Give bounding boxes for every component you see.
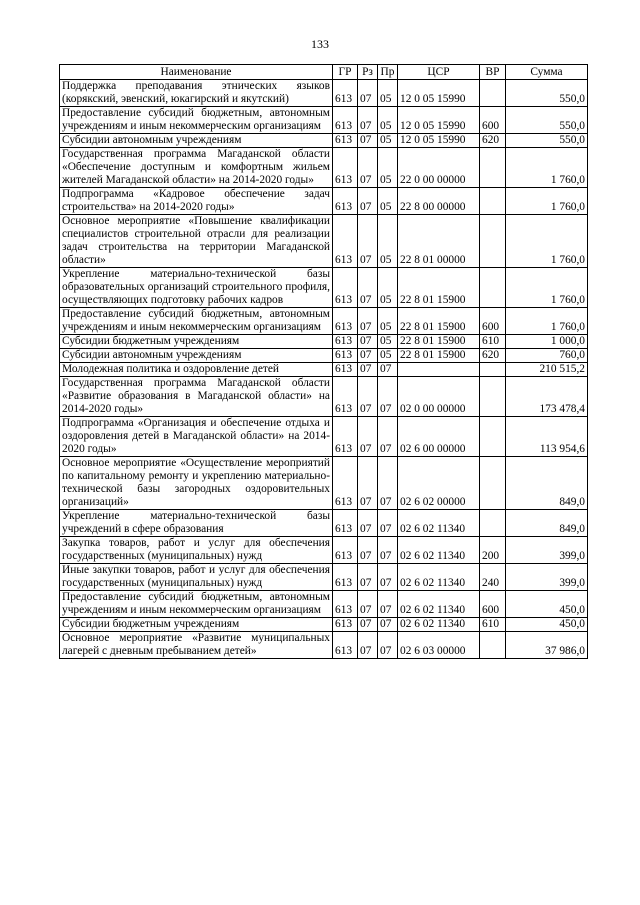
- header-rz: Рз: [358, 65, 378, 80]
- cell-pr: 05: [378, 335, 398, 349]
- cell-rz: 07: [358, 148, 378, 188]
- cell-csr: 22 8 01 15900: [398, 308, 480, 335]
- table-row: [60, 457, 588, 510]
- header-sum: Сумма: [506, 65, 588, 80]
- cell-sum: 450,0: [506, 618, 588, 632]
- cell-gr: 613: [333, 107, 358, 134]
- cell-csr: 02 6 03 00000: [398, 632, 480, 659]
- cell-gr: 613: [333, 215, 358, 268]
- cell-vr: [480, 510, 506, 537]
- cell-rz: 07: [358, 107, 378, 134]
- cell-name: Предоставление субсидий бюджетным, автономным учреждениям и иным некоммерческим организациям: [60, 107, 333, 134]
- cell-sum: 37 986,0: [506, 632, 588, 659]
- table-body: [60, 80, 588, 659]
- cell-pr: 05: [378, 308, 398, 335]
- table-row: [60, 268, 588, 308]
- cell-csr: 22 8 01 15900: [398, 335, 480, 349]
- page-number: 133: [311, 37, 329, 51]
- header-name: Наименование: [60, 65, 333, 80]
- table-row: [60, 308, 588, 335]
- cell-rz: 07: [358, 632, 378, 659]
- cell-name: Иные закупки товаров, работ и услуг для обеспечения государственных (муниципальных) нужд: [60, 564, 333, 591]
- cell-csr: 02 6 02 11340: [398, 564, 480, 591]
- cell-vr: 620: [480, 134, 506, 148]
- cell-rz: 07: [358, 457, 378, 510]
- cell-vr: 200: [480, 537, 506, 564]
- cell-gr: 613: [333, 618, 358, 632]
- cell-vr: [480, 268, 506, 308]
- cell-pr: 07: [378, 564, 398, 591]
- cell-gr: 613: [333, 457, 358, 510]
- cell-vr: [480, 215, 506, 268]
- cell-rz: 07: [358, 417, 378, 457]
- cell-csr: 02 6 02 11340: [398, 510, 480, 537]
- table-row: [60, 591, 588, 618]
- cell-pr: 05: [378, 134, 398, 148]
- cell-sum: 1 760,0: [506, 148, 588, 188]
- cell-vr: [480, 80, 506, 107]
- cell-sum: 550,0: [506, 134, 588, 148]
- cell-csr: 22 8 01 15900: [398, 349, 480, 363]
- cell-sum: 113 954,6: [506, 417, 588, 457]
- cell-name: Субсидии автономным учреждениям: [60, 349, 333, 363]
- cell-name: Предоставление субсидий бюджетным, автономным учреждениям и иным некоммерческим организациям: [60, 591, 333, 618]
- cell-name: Молодежная политика и оздоровление детей: [60, 363, 333, 377]
- cell-name: Государственная программа Магаданской области «Развитие образования в Магаданской области» на 2014-2020 годы»: [60, 377, 333, 417]
- budget-table: [59, 64, 588, 659]
- table-row: [60, 564, 588, 591]
- cell-sum: 1 000,0: [506, 335, 588, 349]
- cell-vr: 240: [480, 564, 506, 591]
- cell-name: Поддержка преподавания этнических языков (корякский, эвенский, юкагирский и якутский): [60, 80, 333, 107]
- table-row: [60, 417, 588, 457]
- header-gr: ГР: [333, 65, 358, 80]
- cell-gr: 613: [333, 268, 358, 308]
- table-row: [60, 618, 588, 632]
- cell-name: Закупка товаров, работ и услуг для обеспечения государственных (муниципальных) нужд: [60, 537, 333, 564]
- cell-name: Подпрограмма «Организация и обеспечение отдыха и оздоровления детей в Магаданской области» на 2014-2020 годы»: [60, 417, 333, 457]
- cell-pr: 07: [378, 457, 398, 510]
- cell-gr: 613: [333, 308, 358, 335]
- cell-sum: 173 478,4: [506, 377, 588, 417]
- cell-vr: [480, 148, 506, 188]
- cell-rz: 07: [358, 349, 378, 363]
- cell-rz: 07: [358, 618, 378, 632]
- cell-sum: 1 760,0: [506, 308, 588, 335]
- cell-name: Подпрограмма «Кадровое обеспечение задач строительства» на 2014-2020 годы»: [60, 188, 333, 215]
- cell-rz: 07: [358, 510, 378, 537]
- cell-csr: 12 0 05 15990: [398, 107, 480, 134]
- cell-name: Основное мероприятие «Повышение квалификации специалистов строительной отрасли для реализации задач строительства на территории Магаданской области»: [60, 215, 333, 268]
- cell-gr: 613: [333, 564, 358, 591]
- table-row: [60, 148, 588, 188]
- cell-gr: 613: [333, 349, 358, 363]
- cell-gr: 613: [333, 148, 358, 188]
- cell-pr: 05: [378, 188, 398, 215]
- cell-csr: [398, 363, 480, 377]
- cell-sum: 1 760,0: [506, 188, 588, 215]
- cell-pr: 07: [378, 618, 398, 632]
- cell-gr: 613: [333, 80, 358, 107]
- cell-csr: 22 8 01 00000: [398, 215, 480, 268]
- cell-rz: 07: [358, 363, 378, 377]
- cell-pr: 07: [378, 632, 398, 659]
- cell-vr: 600: [480, 308, 506, 335]
- cell-sum: 210 515,2: [506, 363, 588, 377]
- cell-pr: 07: [378, 417, 398, 457]
- cell-csr: 02 6 02 11340: [398, 591, 480, 618]
- cell-rz: 07: [358, 537, 378, 564]
- cell-gr: 613: [333, 417, 358, 457]
- table-row: [60, 377, 588, 417]
- cell-sum: 849,0: [506, 457, 588, 510]
- table-row: [60, 188, 588, 215]
- table-row: [60, 537, 588, 564]
- table-row: [60, 134, 588, 148]
- cell-pr: 07: [378, 510, 398, 537]
- cell-csr: 22 8 00 00000: [398, 188, 480, 215]
- cell-pr: 05: [378, 80, 398, 107]
- cell-pr: 07: [378, 537, 398, 564]
- cell-pr: 07: [378, 377, 398, 417]
- header-csr: ЦСР: [398, 65, 480, 80]
- cell-gr: 613: [333, 510, 358, 537]
- cell-sum: 1 760,0: [506, 215, 588, 268]
- cell-vr: 600: [480, 591, 506, 618]
- cell-vr: [480, 188, 506, 215]
- cell-gr: 613: [333, 591, 358, 618]
- table-row: [60, 510, 588, 537]
- cell-pr: 05: [378, 268, 398, 308]
- table-row: [60, 80, 588, 107]
- cell-sum: 399,0: [506, 537, 588, 564]
- cell-csr: 02 6 02 00000: [398, 457, 480, 510]
- cell-name: Субсидии бюджетным учреждениям: [60, 335, 333, 349]
- table-row: [60, 107, 588, 134]
- cell-vr: 620: [480, 349, 506, 363]
- cell-vr: [480, 632, 506, 659]
- cell-vr: 610: [480, 335, 506, 349]
- cell-pr: 05: [378, 349, 398, 363]
- table-row: [60, 335, 588, 349]
- cell-sum: 399,0: [506, 564, 588, 591]
- cell-name: Укрепление материально-технической базы учреждений в сфере образования: [60, 510, 333, 537]
- cell-csr: 22 0 00 00000: [398, 148, 480, 188]
- cell-csr: 02 0 00 00000: [398, 377, 480, 417]
- cell-vr: [480, 457, 506, 510]
- cell-gr: 613: [333, 188, 358, 215]
- cell-rz: 07: [358, 564, 378, 591]
- cell-csr: 02 6 02 11340: [398, 618, 480, 632]
- cell-pr: 05: [378, 107, 398, 134]
- cell-pr: 05: [378, 148, 398, 188]
- cell-sum: 1 760,0: [506, 268, 588, 308]
- cell-gr: 613: [333, 134, 358, 148]
- table-row: [60, 349, 588, 363]
- cell-rz: 07: [358, 134, 378, 148]
- cell-rz: 07: [358, 335, 378, 349]
- cell-rz: 07: [358, 215, 378, 268]
- cell-gr: 613: [333, 377, 358, 417]
- header-vr: ВР: [480, 65, 506, 80]
- cell-pr: 07: [378, 591, 398, 618]
- cell-vr: [480, 417, 506, 457]
- cell-vr: [480, 363, 506, 377]
- cell-csr: 12 0 05 15990: [398, 134, 480, 148]
- cell-gr: 613: [333, 537, 358, 564]
- cell-pr: 05: [378, 215, 398, 268]
- cell-vr: 600: [480, 107, 506, 134]
- header-pr: Пр: [378, 65, 398, 80]
- cell-gr: 613: [333, 363, 358, 377]
- cell-name: Основное мероприятие «Развитие муниципальных лагерей с дневным пребыванием детей»: [60, 632, 333, 659]
- cell-csr: 02 6 02 11340: [398, 537, 480, 564]
- cell-rz: 07: [358, 591, 378, 618]
- cell-rz: 07: [358, 377, 378, 417]
- cell-sum: 849,0: [506, 510, 588, 537]
- header-row: [60, 65, 588, 80]
- cell-vr: 610: [480, 618, 506, 632]
- table-row: [60, 632, 588, 659]
- cell-name: Предоставление субсидий бюджетным, автономным учреждениям и иным некоммерческим организациям: [60, 308, 333, 335]
- cell-rz: 07: [358, 80, 378, 107]
- cell-csr: 02 6 00 00000: [398, 417, 480, 457]
- cell-name: Укрепление материально-технической базы образовательных организаций строительного профиля, осуществляющих подготовку рабочих кадров: [60, 268, 333, 308]
- cell-sum: 550,0: [506, 107, 588, 134]
- table-row: [60, 215, 588, 268]
- cell-rz: 07: [358, 308, 378, 335]
- cell-sum: 550,0: [506, 80, 588, 107]
- cell-gr: 613: [333, 632, 358, 659]
- cell-rz: 07: [358, 188, 378, 215]
- cell-vr: [480, 377, 506, 417]
- cell-sum: 760,0: [506, 349, 588, 363]
- cell-sum: 450,0: [506, 591, 588, 618]
- cell-name: Субсидии бюджетным учреждениям: [60, 618, 333, 632]
- cell-name: Государственная программа Магаданской области «Обеспечение доступным и комфортным жильем жителей Магаданской области» на 2014-2020 годы»: [60, 148, 333, 188]
- table-row: [60, 363, 588, 377]
- cell-csr: 22 8 01 15900: [398, 268, 480, 308]
- cell-name: Основное мероприятие «Осуществление мероприятий по капитальному ремонту и укреплению материально-технической базы загородных оздоровительных организаций»: [60, 457, 333, 510]
- cell-rz: 07: [358, 268, 378, 308]
- cell-csr: 12 0 05 15990: [398, 80, 480, 107]
- cell-gr: 613: [333, 335, 358, 349]
- cell-pr: 07: [378, 363, 398, 377]
- cell-name: Субсидии автономным учреждениям: [60, 134, 333, 148]
